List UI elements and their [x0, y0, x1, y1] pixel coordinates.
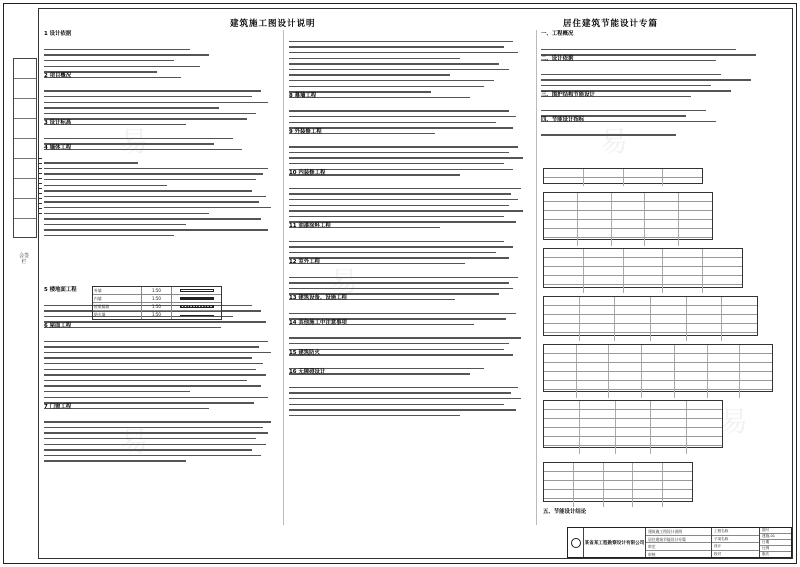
- legend-ratio: 1:50: [142, 295, 173, 302]
- meta-cell: [760, 528, 791, 557]
- title-block: [567, 527, 792, 558]
- notes-column-1: [44, 30, 280, 525]
- wall-legend-table: [92, 286, 222, 320]
- drawing-name-2: 居住建筑节能设计专篇: [646, 536, 711, 544]
- date-label: 日期: [760, 540, 791, 546]
- drawing-no-label: 图号: [760, 528, 791, 534]
- company-logo: [568, 528, 584, 557]
- notes-column-2: [289, 30, 533, 525]
- signoff-label: 会签栏: [18, 253, 29, 265]
- section-title: 10 内装修工程: [289, 170, 326, 177]
- approval-label: 审定: [646, 543, 711, 551]
- legend-ratio: 1:50: [142, 303, 173, 310]
- binding-ticks: [38, 158, 42, 218]
- section-title: 6 屋面工程: [44, 322, 72, 329]
- scale-label: 比例: [760, 546, 791, 552]
- section-title: 一、工程概况: [541, 31, 574, 37]
- section-title: 5 楼地面工程: [44, 286, 77, 293]
- drawing-name-1: 建筑施工图设计说明: [646, 528, 711, 536]
- section-title: 2 项目概况: [44, 72, 72, 79]
- legend-label: 防火墙: [93, 311, 142, 319]
- section-title: 11 油漆涂料工程: [289, 222, 331, 229]
- section-title: 4 墙体工程: [44, 144, 72, 151]
- legend-label: 内墙: [93, 295, 142, 302]
- legend-ratio: 1:50: [142, 287, 173, 294]
- section-title: 15 建筑防火: [289, 349, 320, 356]
- legend-swatch: [180, 305, 214, 308]
- energy-table-1: [543, 168, 703, 184]
- subproject-label: 子项名称: [712, 536, 759, 544]
- column-divider-2: [536, 30, 537, 525]
- section-title: 二、设计依据: [541, 55, 574, 62]
- review-label: 审核: [648, 551, 656, 557]
- section-title: 五、节能设计结论: [543, 509, 587, 515]
- version-label: 版次: [762, 552, 770, 556]
- section-title: 8 幕墙工程: [289, 92, 317, 99]
- section-title: 四、节能设计指标: [541, 116, 585, 123]
- binding-strip: [5, 8, 38, 559]
- section-title: 13 建筑设备、设施工程: [289, 294, 347, 301]
- signoff-box: [13, 58, 37, 238]
- section-title: 12 室外工程: [289, 258, 320, 265]
- company-name: 某省某工程勘察设计有限公司: [584, 540, 645, 546]
- section-title: 7 门窗工程: [44, 403, 72, 410]
- legend-swatch: [180, 297, 214, 300]
- energy-conclusion: [543, 508, 663, 522]
- legend-label: 外墙: [93, 287, 142, 294]
- energy-table-3: [543, 248, 743, 288]
- checker-label: 校对: [714, 551, 722, 556]
- legend-swatch: [180, 315, 214, 316]
- energy-table-2: [543, 192, 713, 240]
- energy-table-6: [543, 400, 723, 448]
- legend-ratio: 1:50: [142, 311, 173, 319]
- section-title: 16 无障碍设计: [289, 369, 326, 376]
- watermark: 易: [600, 125, 629, 158]
- legend-label: 轻质隔墙: [93, 303, 142, 310]
- drawing-name-cell: [646, 528, 712, 557]
- column-divider-1: [283, 30, 284, 525]
- watermark: 易: [120, 125, 149, 158]
- energy-table-4: [543, 296, 758, 336]
- watermark: 易: [120, 425, 149, 458]
- left-sheet-title: 建筑施工图设计说明: [230, 19, 316, 29]
- designer-label: 设计: [712, 543, 759, 551]
- section-title: 9 外装修工程: [289, 128, 322, 135]
- legend-swatch: [180, 289, 214, 292]
- energy-table-5: [543, 344, 773, 392]
- company-name-cell: [584, 528, 646, 557]
- section-title: 三、围护结构节能设计: [541, 91, 595, 98]
- right-sheet-title: 居住建筑节能设计专篇: [563, 19, 659, 29]
- project-name-label: 工程名称: [712, 528, 759, 536]
- energy-table-7: [543, 462, 693, 502]
- section-title: 1 设计依据: [44, 31, 72, 37]
- section-title: 3 设计标高: [44, 119, 72, 126]
- section-title: 14 其他施工中注意事项: [289, 319, 347, 326]
- watermark: 易: [330, 265, 359, 298]
- watermark: 易: [720, 405, 749, 438]
- project-cell: [712, 528, 760, 557]
- drawing-no: 建施-01: [760, 534, 791, 540]
